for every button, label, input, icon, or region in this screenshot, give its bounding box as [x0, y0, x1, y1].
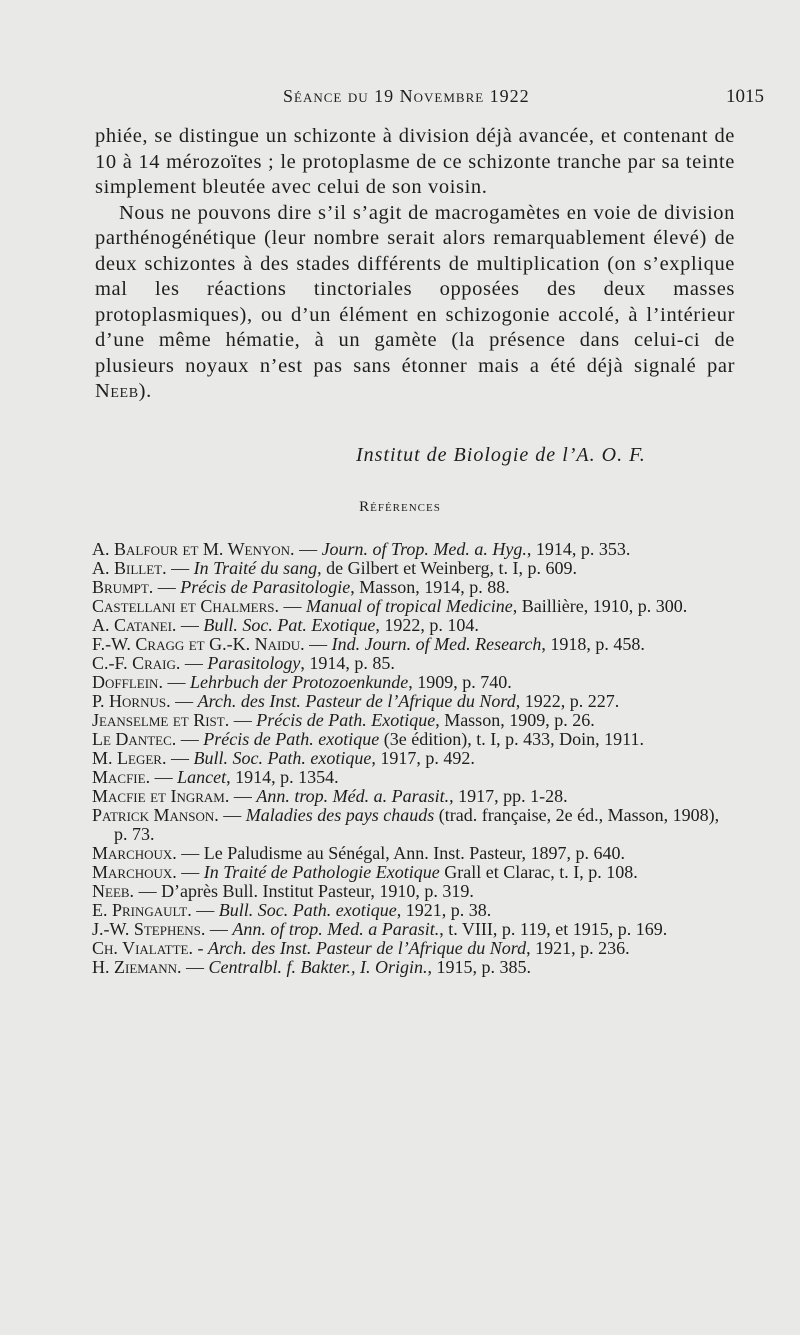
paragraph-2-end: ). [138, 380, 152, 402]
reference-title: Précis de Path. Exotique [256, 710, 436, 730]
reference-authors: A. Balfour et M. Wenyon. [92, 539, 295, 559]
reference-authors: Macfie et Ingram. [92, 786, 230, 806]
reference-title: Centralbl. f. Bakter., I. Origin. [208, 957, 428, 977]
reference-title: Bull. Soc. Path. exotique [193, 748, 372, 768]
reference-entry [92, 920, 737, 939]
reference-entry [92, 692, 737, 711]
reference-title: Maladies des pays chauds [245, 805, 435, 825]
reference-separator: — [150, 767, 178, 787]
reference-details: , t. VIII, p. 119, et 1915, p. 169. [439, 919, 668, 939]
reference-details: (3e édition), t. I, p. 433, Doin, 1911. [379, 729, 645, 749]
reference-title: Bull. Soc. Pat. Exotique [203, 615, 376, 635]
reference-details: , 1922, p. 227. [515, 691, 620, 711]
reference-title: Manual of tropical Medicine [306, 596, 513, 616]
reference-separator: — [166, 558, 194, 578]
reference-authors: Patrick Manson. [92, 805, 219, 825]
reference-authors: Marchoux. [92, 862, 177, 882]
page-number: 1015 [726, 86, 764, 107]
reference-authors: P. Hornus. [92, 691, 171, 711]
paragraph-2-text: Nous ne pouvons dire s’il s’agit de macrogamètes en voie de division parthénogénétique (leur nombre serait alors remarquablement élevé) de deux schizontes à des stades différents de multiplication (on s’explique mal les réactions tinctoriales opposées des deux masses protoplasmiques), ou d’un élément en schizogonie accolé, à l’intérieur d’une même hématie, à un gamète (la présence dans celui-ci de plusieurs noyaux n’est pas sans étonner mais a été déjà signalé par [95, 201, 735, 377]
reference-details: Le Paludisme au Sénégal, Ann. Inst. Pasteur, 1897, p. 640. [203, 843, 626, 863]
reference-separator: — [304, 634, 332, 654]
reference-details: , 1921, p. 236. [526, 938, 630, 958]
reference-authors: Neeb. [92, 881, 135, 901]
reference-details: , Baillière, 1910, p. 300. [512, 596, 688, 616]
reference-entry [92, 730, 737, 749]
reference-separator: — [166, 748, 194, 768]
reference-details: D’après Bull. Institut Pasteur, 1910, p. 319. [161, 881, 474, 901]
reference-details: , Masson, 1914, p. 88. [350, 577, 510, 597]
reference-entry [92, 768, 737, 787]
reference-entry [92, 559, 737, 578]
paragraph-2-name: Neeb [95, 380, 139, 402]
reference-title: Ind. Journ. of Med. Research [331, 634, 542, 654]
reference-title: Ann. of trop. Med. a Parasit. [232, 919, 440, 939]
reference-entry [92, 882, 737, 901]
reference-title: Précis de Parasitologie [180, 577, 351, 597]
reference-details: , Masson, 1909, p. 26. [435, 710, 595, 730]
reference-details: , 1917, p. 492. [371, 748, 475, 768]
reference-authors: Marchoux. [92, 843, 177, 863]
reference-title: Bull. Soc. Path. exotique [218, 900, 397, 920]
reference-separator: — [205, 919, 233, 939]
reference-details: , 1909, p. 740. [408, 672, 512, 692]
reference-title: Lancet [177, 767, 227, 787]
reference-separator: — [162, 672, 190, 692]
reference-entry [92, 863, 737, 882]
reference-details: , 1921, p. 38. [396, 900, 492, 920]
institution-signature: Institut de Biologie de l’A. O. F. [356, 444, 646, 466]
reference-separator: — [229, 786, 257, 806]
reference-authors: Jeanselme et Rist. [92, 710, 230, 730]
reference-separator: — [176, 729, 204, 749]
reference-authors: J.-W. Stephens. [92, 919, 206, 939]
reference-separator: — [294, 539, 322, 559]
reference-title: In Traité du sang [193, 558, 318, 578]
reference-details: , 1922, p. 104. [375, 615, 479, 635]
reference-separator: — [176, 843, 204, 863]
reference-separator: — [218, 805, 246, 825]
reference-entry [92, 749, 737, 768]
reference-title: Ann. trop. Méd. a. Parasit. [256, 786, 450, 806]
body-text [95, 124, 735, 405]
reference-entry [92, 787, 737, 806]
reference-separator: — [279, 596, 306, 616]
reference-entry [92, 616, 737, 635]
reference-authors: Macfie. [92, 767, 151, 787]
reference-separator: — [176, 862, 204, 882]
reference-title: In Traité de Pathologie Exotique [203, 862, 440, 882]
reference-title: Arch. des Inst. Pasteur de l’Afrique du Nord [197, 691, 516, 711]
reference-entry [92, 958, 737, 977]
reference-entry [92, 844, 737, 863]
reference-details: Grall et Clarac, t. I, p. 108. [439, 862, 638, 882]
reference-separator: - [193, 938, 208, 958]
reference-entry [92, 578, 737, 597]
reference-authors: Le Dantec. [92, 729, 177, 749]
reference-title: Lehrbuch der Protozoenkunde [189, 672, 409, 692]
reference-entry [92, 654, 737, 673]
reference-details: , 1918, p. 458. [541, 634, 645, 654]
reference-details: (trad. française, 2e éd., Masson, 1908), p. 73. [114, 805, 720, 844]
paragraph-2 [95, 201, 735, 405]
reference-details: , 1915, p. 385. [427, 957, 531, 977]
reference-entry [92, 597, 737, 616]
reference-separator: — [180, 653, 208, 673]
reference-separator: — [170, 691, 198, 711]
reference-authors: A. Billet. [92, 558, 167, 578]
reference-separator: — [181, 957, 209, 977]
reference-details: , 1917, pp. 1-28. [449, 786, 568, 806]
reference-authors: Brumpt. [92, 577, 154, 597]
reference-authors: Dofflein. [92, 672, 163, 692]
reference-entry [92, 540, 737, 559]
reference-separator: — [176, 615, 204, 635]
reference-authors: Ch. Vialatte. [92, 938, 193, 958]
running-title: Séance du 19 Novembre 1922 [283, 86, 530, 106]
reference-separator: — [191, 900, 219, 920]
reference-entry [92, 939, 737, 958]
reference-separator: — [134, 881, 162, 901]
reference-authors: C.-F. Craig. [92, 653, 181, 673]
reference-separator: — [153, 577, 181, 597]
reference-authors: Castellani et Chalmers. [92, 596, 279, 616]
paragraph-1: phiée, se distingue un schizonte à division déjà avancée, et contenant de 10 à 14 mérozoïtes ; le protoplasme de ce schizonte tranche par sa teinte simplement bleutée avec celui de son voisin. [95, 125, 735, 198]
reference-title: Parasitology [207, 653, 301, 673]
running-head [0, 86, 800, 112]
reference-details: , 1914, p. 85. [300, 653, 395, 673]
reference-separator: — [229, 710, 257, 730]
reference-title: Journ. of Trop. Med. a. Hyg. [321, 539, 527, 559]
reference-entry [92, 635, 737, 654]
reference-authors: E. Pringault. [92, 900, 192, 920]
reference-authors: A. Catanei. [92, 615, 177, 635]
reference-entry [92, 673, 737, 692]
reference-title: Arch. des Inst. Pasteur de l’Afrique du Nord [208, 938, 527, 958]
reference-details: , 1914, p. 1354. [226, 767, 339, 787]
reference-authors: H. Ziemann. [92, 957, 182, 977]
reference-entry [92, 901, 737, 920]
references-heading: Références [359, 499, 441, 515]
reference-details: , de Gilbert et Weinberg, t. I, p. 609. [317, 558, 577, 578]
references-list [92, 540, 737, 977]
reference-title: Précis de Path. exotique [203, 729, 380, 749]
reference-entry [92, 806, 737, 844]
reference-authors: M. Leger. [92, 748, 167, 768]
reference-authors: F.-W. Cragg et G.-K. Naidu. [92, 634, 305, 654]
reference-details: , 1914, p. 353. [526, 539, 631, 559]
reference-entry [92, 711, 737, 730]
